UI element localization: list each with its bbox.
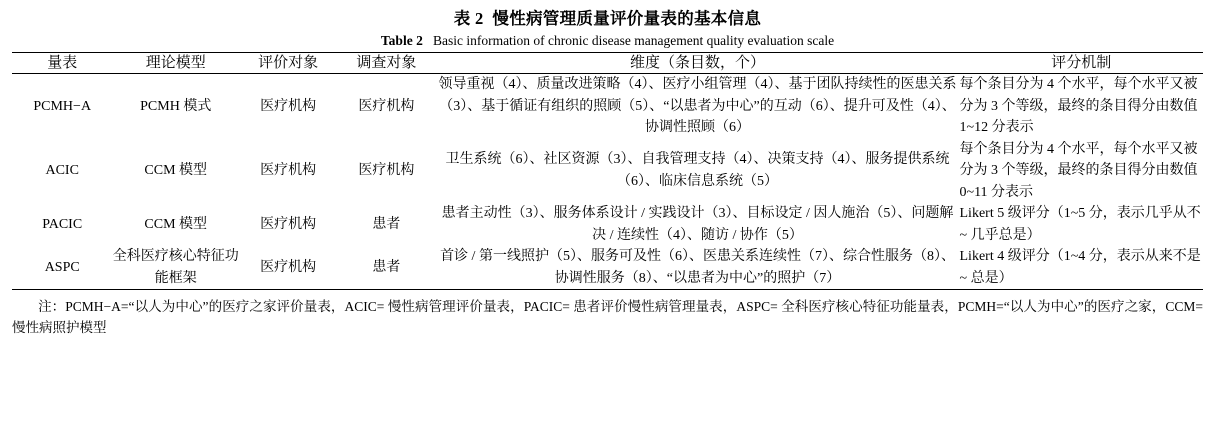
table-caption-english-title: Basic information of chronic disease management quality evaluation scale — [432, 33, 835, 48]
table-row — [12, 139, 1203, 204]
cell-survey-target: 医疗机构 — [358, 163, 415, 178]
cell-model: 全科医疗核心特征功能框架 — [112, 246, 239, 290]
table-row — [12, 74, 1203, 139]
table-caption-english-label: Table 2 — [380, 33, 423, 48]
column-header-scale: 量表 — [12, 53, 112, 74]
cell-model: CCM 模型 — [144, 216, 208, 232]
cell-dimensions: 首诊 / 第一线照护（5）、服务可及性（6）、医患关系连续性（7）、综合性服务（8）、协调性服务（8）、“以患者为中心”的照护（7） — [436, 246, 960, 290]
cell-model: CCM 模型 — [144, 163, 208, 178]
column-header-survey-target: 调查对象 — [337, 53, 435, 74]
column-header-dimensions: 维度（条目数，个） — [436, 53, 960, 74]
cell-eval-target: 医疗机构 — [260, 216, 317, 232]
table-header-row — [12, 53, 1203, 74]
table-caption-english — [12, 31, 1203, 50]
cell-model: PCMH 模式 — [112, 74, 239, 139]
cell-scoring: 每个条目分为 4 个水平，每个水平又被分为 3 个等级，最终的条目得分由数值 1~12 分表示 — [960, 74, 1204, 139]
cell-survey-target: 患者 — [337, 246, 435, 290]
table-row — [12, 203, 1203, 246]
cell-scale: PACIC — [42, 216, 83, 232]
column-header-scoring: 评分机制 — [960, 53, 1204, 74]
table-caption-chinese-title: 慢性病管理质量评价量表的基本信息 — [492, 9, 762, 28]
cell-eval-target: 医疗机构 — [260, 163, 317, 178]
cell-scoring: Likert 4 级评分（1~4 分，表示从来不是 ~ 总是） — [960, 246, 1204, 290]
cell-eval-target: 医疗机构 — [239, 246, 337, 290]
cell-dimensions: 卫生系统（6）、社区资源（3）、自我管理支持（4）、决策支持（4）、服务提供系统（6）、临床信息系统（5） — [445, 152, 950, 189]
table-row — [12, 246, 1203, 290]
cell-survey-target: 医疗机构 — [337, 74, 435, 139]
cell-scale: PCMH−A — [12, 74, 112, 139]
cell-scoring: Likert 5 级评分（1~5 分，表示几乎从不 ~ 几乎总是） — [959, 206, 1201, 243]
column-header-eval-target: 评价对象 — [239, 53, 337, 74]
cell-dimensions: 领导重视（4）、质量改进策略（4）、医疗小组管理（4）、基于团队持续性的医患关系（3）、基于循证有组织的照顾（5）、“以患者为中心”的互动（6）、提升可及性（4）、协调性照顾（6） — [436, 74, 960, 139]
cell-dimensions: 患者主动性（3）、服务体系设计 / 实践设计（3）、目标设定 / 因人施治（5）、问题解决 / 连续性（4）、随访 / 协作（5） — [441, 206, 954, 243]
scale-information-table — [12, 52, 1203, 290]
table-caption-chinese-label: 表 2 — [453, 9, 484, 28]
table-footnote-text: 注：PCMH−A=“以人为中心”的医疗之家评价量表，ACIC= 慢性病管理评价量表，PACIC= 患者评价慢性病管理量表，ASPC= 全科医疗核心特征功能量表，PCMH=“以人为中心”的医疗之家，CCM= 慢性病照护模型 — [12, 299, 1203, 335]
cell-eval-target: 医疗机构 — [239, 74, 337, 139]
cell-scale: ASPC — [12, 246, 112, 290]
table-caption-chinese — [12, 8, 1203, 30]
cell-scoring: 每个条目分为 4 个水平，每个水平又被分为 3 个等级，最终的条目得分由数值 0~11 分表示 — [959, 141, 1198, 200]
table-footnote — [12, 296, 1203, 338]
cell-scale: ACIC — [45, 163, 79, 178]
cell-survey-target: 患者 — [372, 216, 401, 232]
column-header-model: 理论模型 — [112, 53, 239, 74]
